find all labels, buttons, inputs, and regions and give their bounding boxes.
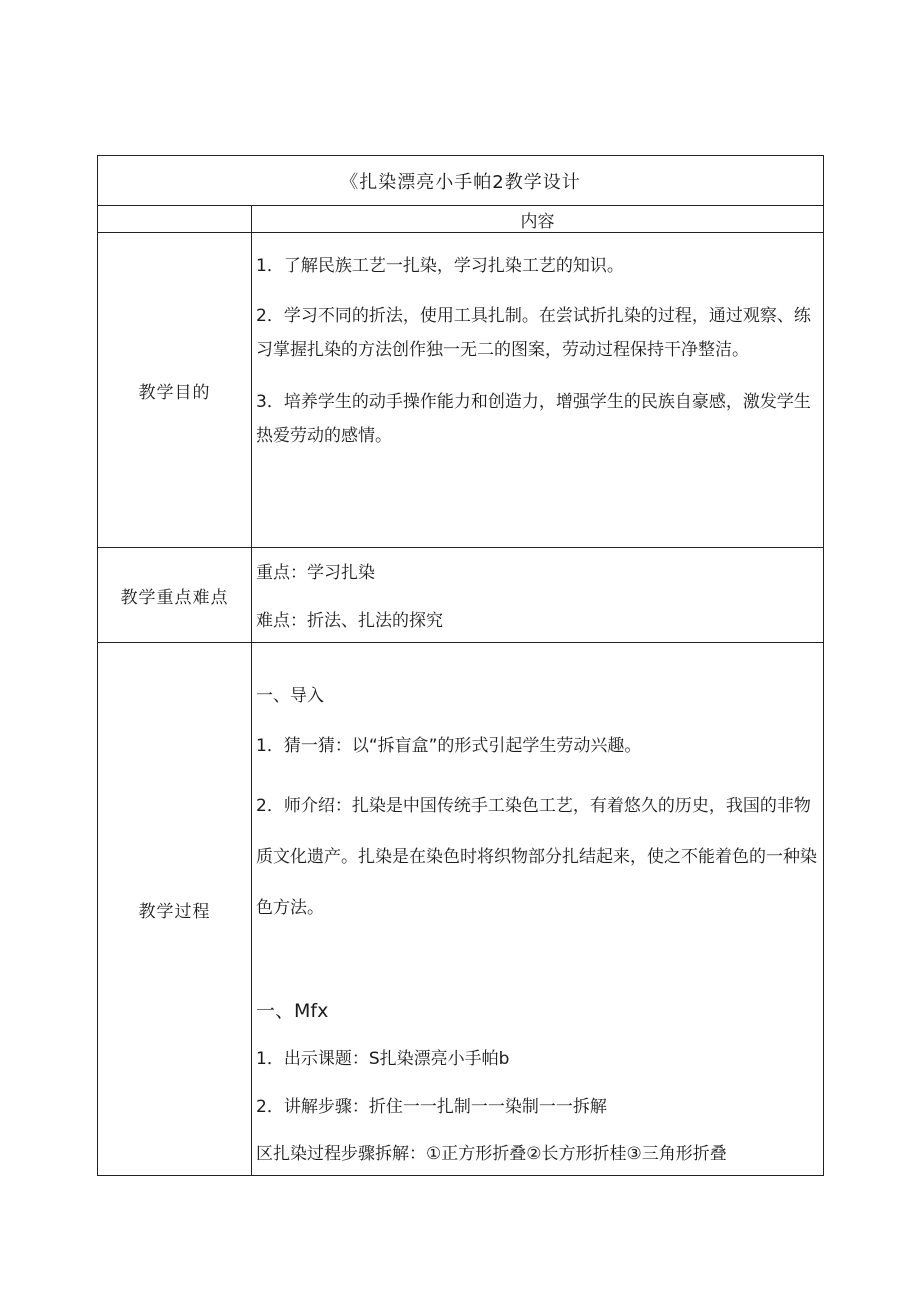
objectives-label: 教学目的 xyxy=(98,233,252,548)
header-label-cell xyxy=(98,206,252,233)
lesson-plan-table xyxy=(97,155,824,1176)
process-section-2-item-2: 2．讲解步骤：折住一一扎制一一染制一一拆解 xyxy=(256,1097,607,1117)
process-section-1-item-2: 2．师介绍：扎染是中国传统手工染色工艺，有着悠久的历史，我国的非物质文化遗产。扎染是在染色时将织物部分扎结起来，使之不能着色的一种染色方法。 xyxy=(256,796,817,918)
header-content-cell: 内容 xyxy=(252,206,824,233)
objectives-content xyxy=(252,233,824,548)
objective-item-2: 2．学习不同的折法，使用工具扎制。在尝试折扎染的过程，通过观察、练习掌握扎染的方法创作独一无二的图案，劳动过程保持干净整洁。 xyxy=(256,306,811,360)
process-section-1-title: 一、导入 xyxy=(256,686,324,706)
process-row xyxy=(98,643,824,1176)
objective-item-3: 3．培养学生的动手操作能力和创造力，增强学生的民族自豪感，激发学生热爱劳动的感情。 xyxy=(256,392,811,446)
title-row xyxy=(98,156,824,206)
process-section-2-item-1: 1．出示课题：S扎染漂亮小手帕b xyxy=(256,1049,510,1069)
header-row xyxy=(98,206,824,233)
objectives-row xyxy=(98,233,824,548)
process-section-2-item-3: 区扎染过程步骤拆解：①正方形折叠②长方形折桂③三角形折叠 xyxy=(256,1144,727,1164)
process-content xyxy=(252,643,824,1176)
process-section-1-item-1: 1．猜一猜：以“拆盲盒”的形式引起学生劳动兴趣。 xyxy=(256,736,642,756)
key-difficulty: 难点：折法、扎法的探究 xyxy=(256,611,443,631)
keypoints-label: 教学重点难点 xyxy=(98,548,252,643)
process-section-2-title: 一、Mfx xyxy=(256,1000,329,1022)
document-title: 《扎染漂亮小手帕2教学设计 xyxy=(98,156,824,206)
keypoints-content xyxy=(252,548,824,643)
objective-item-1: 1．了解民族工艺一扎染，学习扎染工艺的知识。 xyxy=(256,256,624,276)
key-focus: 重点：学习扎染 xyxy=(256,563,375,583)
process-label: 教学过程 xyxy=(98,643,252,1176)
keypoints-row xyxy=(98,548,824,643)
